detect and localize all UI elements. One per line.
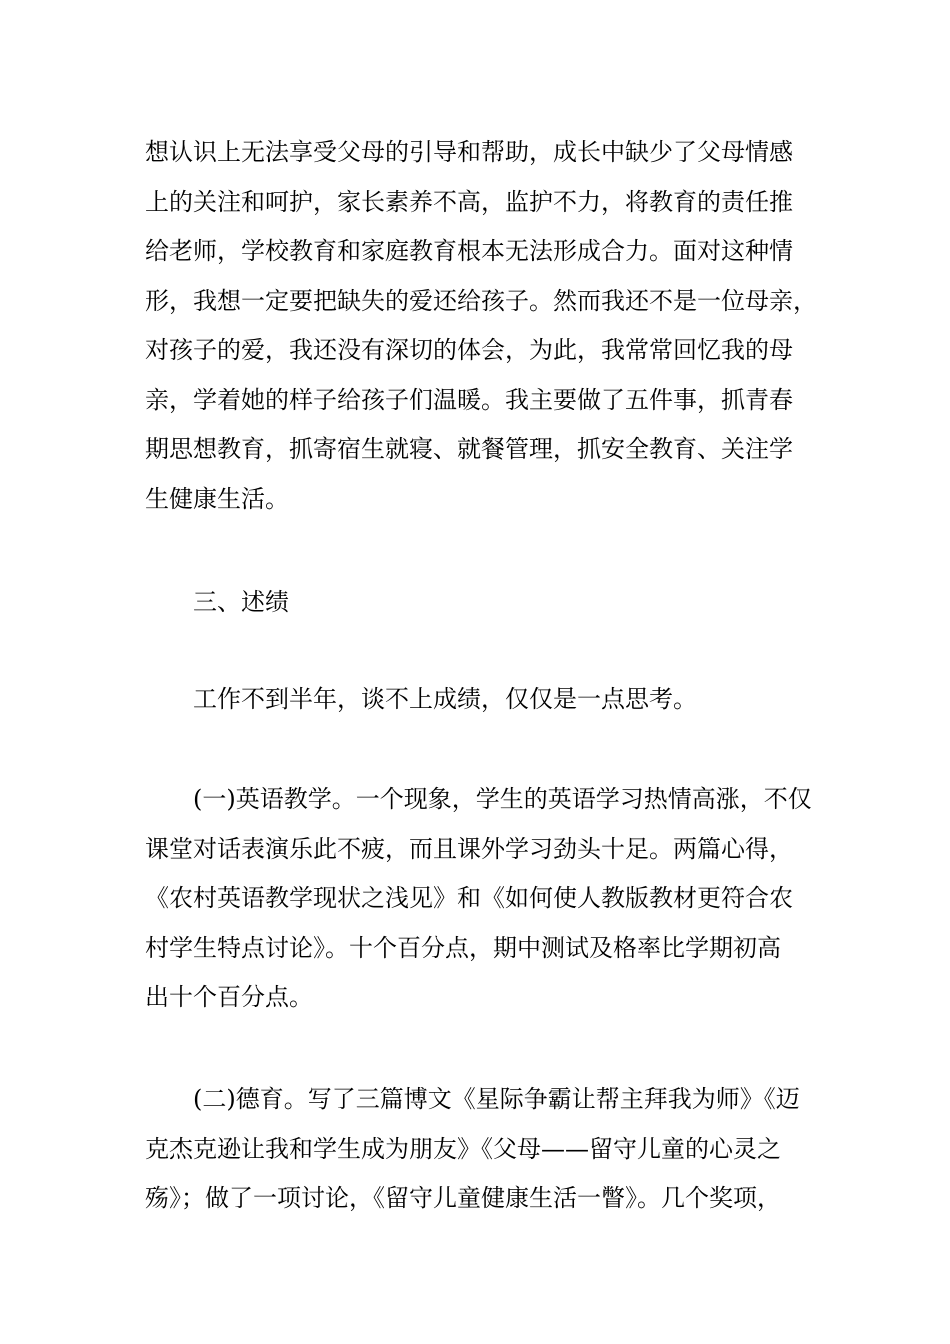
- text-line: 课堂对话表演乐此不疲，而且课外学习劲头十足。两篇心得，: [145, 834, 793, 863]
- text-line: 生健康生活。: [145, 484, 289, 513]
- paragraph-english-teaching: [145, 775, 825, 1023]
- section-heading-text: 三、述绩: [193, 588, 289, 616]
- text-line: 给老师，学校教育和家庭教育根本无法形成合力。面对这种情: [145, 237, 793, 265]
- text-line: 克杰克逊让我和学生成为朋友》《父母——留守儿童的心灵之: [145, 1134, 781, 1163]
- section-heading: [145, 578, 825, 628]
- text-line: 殇》；做了一项讨论，《留守儿童健康生活一瞥》。几个奖项，: [145, 1184, 781, 1212]
- text-line: (一)英语教学。一个现象，学生的英语学习热情高涨，不仅: [193, 785, 812, 813]
- text-line: (二)德育。写了三篇博文《星际争霸让帮主拜我为师》《迈: [193, 1085, 800, 1113]
- text-line: 亲，学着她的样子给孩子们温暖。我主要做了五件事，抓青春: [145, 385, 793, 414]
- text-line: 想认识上无法享受父母的引导和帮助，成长中缺少了父母情感: [145, 138, 793, 166]
- text-line: 上的关注和呵护，家长素养不高，监护不力，将教育的责任推: [145, 187, 793, 216]
- text-line: 出十个百分点。: [145, 983, 313, 1011]
- text-line: 形，我想一定要把缺失的爱还给孩子。然而我还不是一位母亲，: [145, 286, 817, 315]
- text-line: 期思想教育，抓寄宿生就寝、就餐管理，抓安全教育、关注学: [145, 435, 793, 463]
- intro-paragraph: [145, 675, 825, 725]
- paragraph-moral-education: [145, 1075, 825, 1224]
- text-line: 对孩子的爱，我还没有深切的体会，为此，我常常回忆我的母: [145, 336, 793, 364]
- text-line: 工作不到半年，谈不上成绩，仅仅是一点思考。: [193, 685, 697, 713]
- paragraph-continuation: [145, 128, 825, 524]
- text-line: 《农村英语教学现状之浅见》和《如何使人教版教材更符合农: [145, 884, 793, 912]
- text-line: 村学生特点讨论》。十个百分点，期中测试及格率比学期初高: [145, 933, 781, 962]
